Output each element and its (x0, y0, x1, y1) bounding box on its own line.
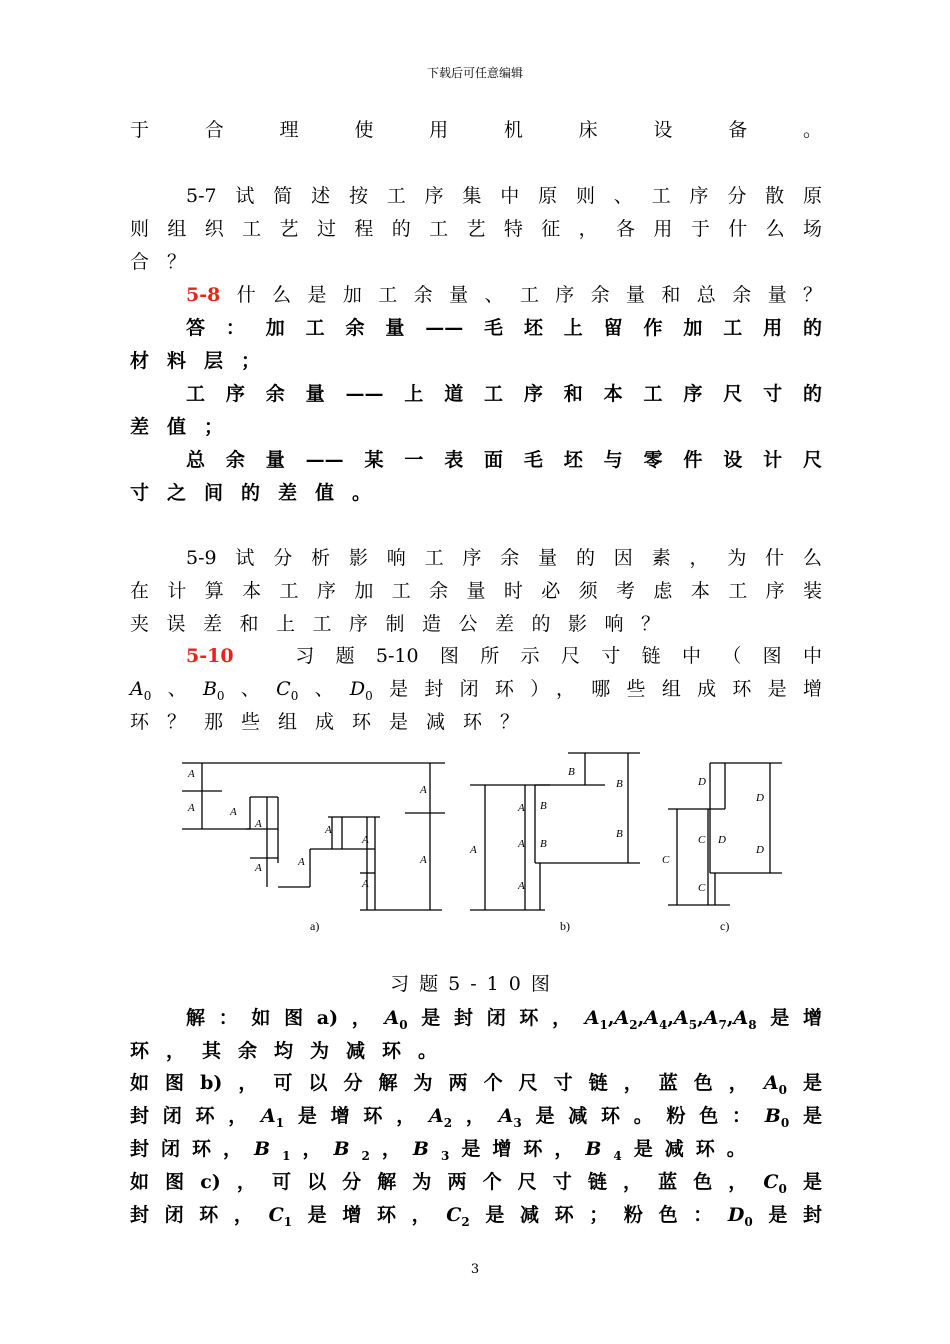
page-number: 3 (470, 1262, 480, 1277)
question-text: 是封闭环），哪些组成环是增 (372, 678, 822, 700)
solution-line-2: 环，其余均为减环。 (130, 1040, 455, 1062)
question-5-9-line-3: 夹误差和上工序制造公差的影响？ (130, 613, 678, 635)
solution-text: 如图b)，可以分解为两个尺寸链，蓝色， (130, 1072, 764, 1094)
dimension-chain-drawing (150, 745, 840, 945)
solution-text: 封闭环， (130, 1138, 255, 1160)
solution-text: 如图c)，可以分解为两个尺寸链，蓝色， (130, 1171, 764, 1193)
solution-text: 是 (786, 1072, 822, 1094)
svg-text:D: D (698, 776, 706, 788)
svg-text:D: D (756, 792, 764, 804)
solution-text: 解：如图a)， (186, 1007, 385, 1029)
svg-text:A: A (255, 862, 262, 874)
svg-text:A: A (188, 802, 195, 814)
solution-text: 是 (786, 1171, 822, 1193)
solution-line-3: 如图b)，可以分解为两个尺寸链，蓝色，$A_0$是 (130, 1072, 822, 1097)
question-number: 5-8 (186, 284, 221, 306)
svg-text:C: C (698, 834, 706, 846)
svg-text:A: A (362, 834, 369, 846)
svg-text:A: A (518, 838, 525, 850)
svg-text:A: A (188, 768, 195, 780)
question-5-7-line-1: 5-7试简述按工序集中原则、工序分散原 (186, 185, 822, 207)
question-number: 5-10 (186, 645, 234, 667)
question-text: 什么是加工余量、工序余量和总余量？ (220, 284, 822, 306)
svg-text:D: D (718, 834, 726, 846)
solution-text: 是封 (752, 1204, 822, 1226)
subfigure-c-label: c) (720, 919, 730, 933)
subfigure-b-label: b) (560, 919, 570, 933)
svg-text:B: B (616, 778, 623, 790)
svg-text:A: A (230, 806, 237, 818)
solution-text: 封闭环， (130, 1105, 262, 1127)
dimension-chain-figure (150, 745, 840, 945)
solution-text: 是增环， (284, 1105, 429, 1127)
solution-text: 是增环， (292, 1204, 447, 1226)
solution-text: 是 (789, 1105, 822, 1127)
answer-5-8-line-5: 总余量——某一表面毛坯与零件设计尺 (186, 449, 822, 471)
svg-text:A: A (420, 854, 427, 866)
solution-line-6: 如图c)，可以分解为两个尺寸链，蓝色，$C_0$是 (130, 1171, 822, 1196)
svg-text:A: A (518, 802, 525, 814)
svg-text:B: B (568, 766, 575, 778)
question-5-9-line-1: 5-9试分析影响工序余量的因素，为什么 (186, 547, 822, 569)
solution-text: 是封闭环， (407, 1007, 585, 1029)
answer-5-8-line-2: 材料层； (130, 350, 279, 372)
solution-text: 是增 (756, 1007, 822, 1029)
question-5-7-line-3: 合？ (130, 251, 205, 273)
solution-text: 封闭环， (130, 1204, 269, 1226)
answer-5-8-line-1: 答：加工余量——毛坯上留作加工用的 (186, 317, 822, 339)
svg-text:A: A (518, 880, 525, 892)
subfigure-a-label: a) (310, 919, 320, 933)
svg-text:C: C (698, 882, 706, 894)
solution-line-1: 解：如图a)，$A_0$是封闭环，$A_1,A_2,A_4,A_5,A_7,A_8$是增 (186, 1007, 822, 1032)
svg-text:A: A (470, 844, 477, 856)
question-5-10-line-2: $A_0$、$B_0$、$C_0$、$D_0$是封闭环），哪些组成环是增 (130, 678, 822, 703)
solution-text: 是减环；粉色： (469, 1204, 728, 1226)
solution-text: 是增环， (461, 1138, 586, 1160)
solution-text: 是减环。粉色： (521, 1105, 765, 1127)
page-header: 下载后可任意编辑 (426, 66, 523, 80)
question-5-9-line-2: 在计算本工序加工余量时必须考虑本工序装 (130, 580, 822, 602)
question-5-10-line-1 (186, 643, 822, 669)
question-5-8 (186, 282, 822, 308)
svg-text:A: A (298, 856, 305, 868)
solution-text: 是减环。 (633, 1138, 758, 1160)
solution-line-5: 封闭环，$B_1$，$B_2$，$B_3$是增环，$B_4$是减环。 (130, 1138, 758, 1163)
question-text: 习题5-10图所示尺寸链中（图中 (295, 645, 822, 667)
answer-5-8-line-4: 差值； (130, 416, 242, 438)
solution-line-7: 封闭环，$C_1$是增环，$C_2$是减环；粉色：$D_0$是封 (130, 1204, 822, 1229)
question-5-10-line-3: 环？那些组成环是减环？ (130, 711, 538, 733)
text-line: 于合理使用机床设备。 (130, 119, 822, 141)
svg-text:B: B (540, 838, 547, 850)
svg-text:C: C (662, 854, 670, 866)
svg-text:B: B (616, 828, 623, 840)
svg-text:B: B (540, 800, 547, 812)
svg-text:A: A (325, 824, 332, 836)
answer-5-8-line-6: 寸之间的差值。 (130, 482, 390, 504)
svg-text:D: D (756, 844, 764, 856)
solution-line-4: 封闭环，$A_1$是增环，$A_2$，$A_3$是减环。粉色：$B_0$是 (130, 1105, 822, 1130)
answer-5-8-line-3: 工序余量——上道工序和本工序尺寸的 (186, 383, 822, 405)
svg-text:A: A (362, 878, 369, 890)
svg-text:A: A (255, 818, 262, 830)
figure-caption: 习题5-10图 (390, 973, 560, 995)
svg-text:A: A (420, 784, 427, 796)
question-5-7-line-2: 则组织工艺过程的工艺特征，各用于什么场 (130, 218, 822, 240)
